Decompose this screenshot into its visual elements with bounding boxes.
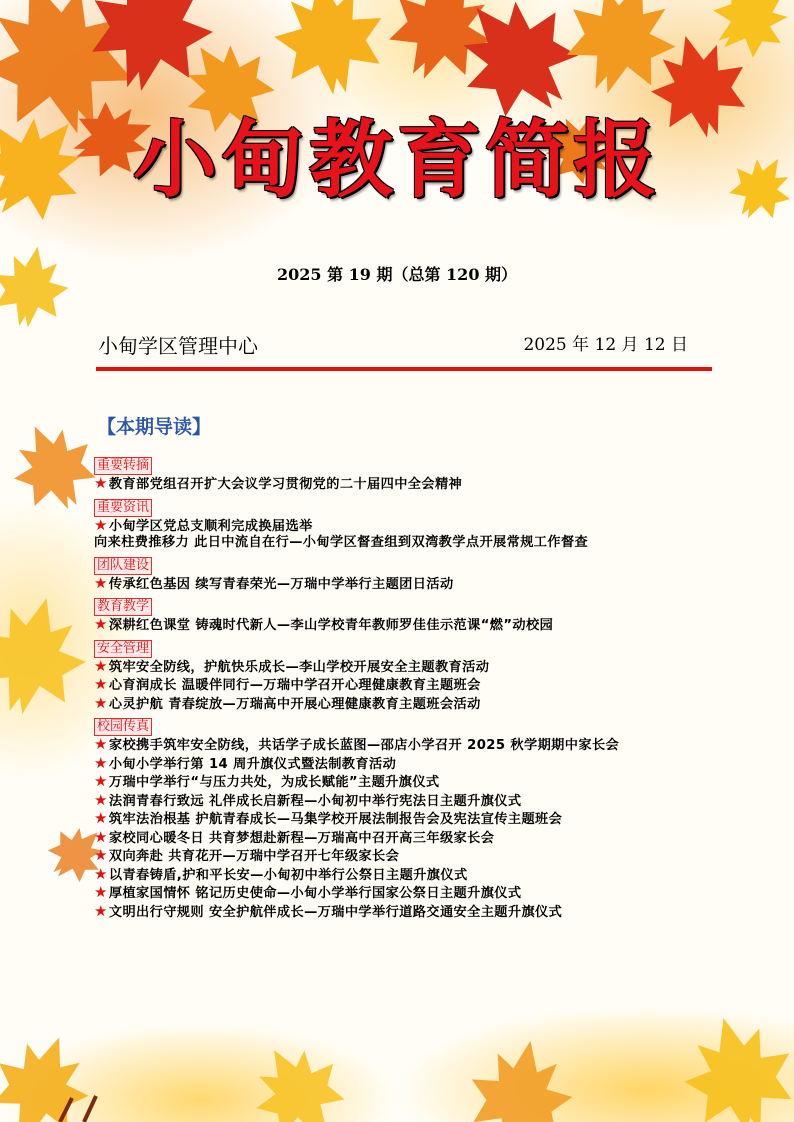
page-title: 小甸教育简报	[132, 111, 661, 209]
star-icon: ★	[94, 809, 108, 827]
section	[94, 496, 706, 552]
table-of-contents	[94, 454, 706, 923]
star-icon: ★	[94, 675, 108, 693]
star-icon: ★	[94, 790, 108, 809]
star-icon: ★	[94, 474, 108, 492]
organization-name: 小甸学区管理中心	[98, 334, 258, 358]
section	[94, 454, 706, 494]
star-icon: ★	[94, 656, 108, 675]
section-tag: 重要资讯	[94, 499, 152, 517]
guide-heading: 【本期导读】	[97, 416, 212, 438]
list-item[interactable]: ★传承红色基因 续写青春荣光—万瑞中学举行主题团日活动	[94, 573, 454, 592]
section-tag: 教育教学	[94, 598, 152, 616]
list-item[interactable]: 向来柱费推移力 此日中流自在行—小甸学区督查组到双湾教学点开展常规工作督查	[94, 535, 589, 550]
section	[94, 554, 706, 594]
list-item[interactable]: ★家校同心暖冬日 共育梦想赴新程—万瑞高中召开高三年级家长会	[94, 827, 495, 846]
star-icon: ★	[94, 901, 108, 920]
list-item[interactable]: ★小甸小学举行第 14 周升旗仪式暨法制教育活动	[94, 753, 397, 772]
section	[94, 595, 706, 635]
list-item[interactable]: ★深耕红色课堂 铸魂时代新人—李山学校青年教师罗佳佳示范课“燃”动校园	[94, 615, 554, 633]
section-tag: 校园传真	[94, 718, 152, 736]
list-item[interactable]: ★万瑞中学举行“与压力共处，为成长赋能”主题升旗仪式	[94, 772, 440, 790]
star-icon: ★	[94, 515, 108, 534]
list-item[interactable]: ★家校携手筑牢安全防线，共话学子成长蓝图—邵店小学召开 2025 秋学期期中家长会	[94, 735, 620, 753]
issue-number: 2025 第 19 期（总第 120 期）	[276, 265, 518, 284]
star-icon: ★	[94, 573, 108, 592]
section	[94, 637, 706, 714]
star-icon: ★	[94, 827, 108, 846]
list-item[interactable]: ★筑牢安全防线，护航快乐成长—李山学校开展安全主题教育活动	[94, 656, 490, 675]
star-icon: ★	[94, 772, 108, 790]
star-icon: ★	[94, 615, 108, 633]
section-tag: 重要转摘	[94, 457, 152, 475]
star-icon: ★	[94, 735, 108, 753]
list-item[interactable]: ★心育润成长 温暖伴同行—万瑞中学召开心理健康教育主题班会	[94, 675, 481, 693]
header-divider	[96, 367, 712, 371]
list-item[interactable]: ★心灵护航 青春绽放—万瑞高中开展心理健康教育主题班会活动	[94, 693, 481, 712]
list-item[interactable]: ★文明出行守规则 安全护航伴成长—万瑞中学举行道路交通安全主题升旗仪式	[94, 901, 563, 920]
list-item[interactable]: ★法润青春行致远 礼伴成长启新程—小甸初中举行宪法日主题升旗仪式	[94, 790, 522, 809]
star-icon: ★	[94, 846, 108, 864]
list-item[interactable]: ★筑牢法治根基 护航青春成长—马集学校开展法制报告会及宪法宣传主题班会	[94, 809, 563, 827]
list-item[interactable]: ★厚植家国情怀 铭记历史使命—小甸小学举行国家公祭日主题升旗仪式	[94, 883, 522, 901]
publish-date: 2025 年 12 月 12 日	[523, 335, 688, 355]
list-item[interactable]: ★以青春铸盾,护和平长安—小甸初中举行公祭日主题升旗仪式	[94, 864, 468, 883]
star-icon: ★	[94, 883, 108, 901]
section	[94, 715, 706, 921]
star-icon: ★	[94, 753, 108, 772]
section-tag: 安全管理	[94, 640, 152, 658]
list-item[interactable]: ★小甸学区党总支顺利完成换届选举	[94, 515, 313, 534]
list-item[interactable]: ★双向奔赴 共育花开—万瑞中学召开七年级家长会	[94, 846, 400, 864]
star-icon: ★	[94, 693, 108, 712]
star-icon: ★	[94, 864, 108, 883]
list-item[interactable]: ★教育部党组召开扩大会议学习贯彻党的二十届四中全会精神	[94, 474, 463, 492]
section-tag: 团队建设	[94, 557, 152, 575]
